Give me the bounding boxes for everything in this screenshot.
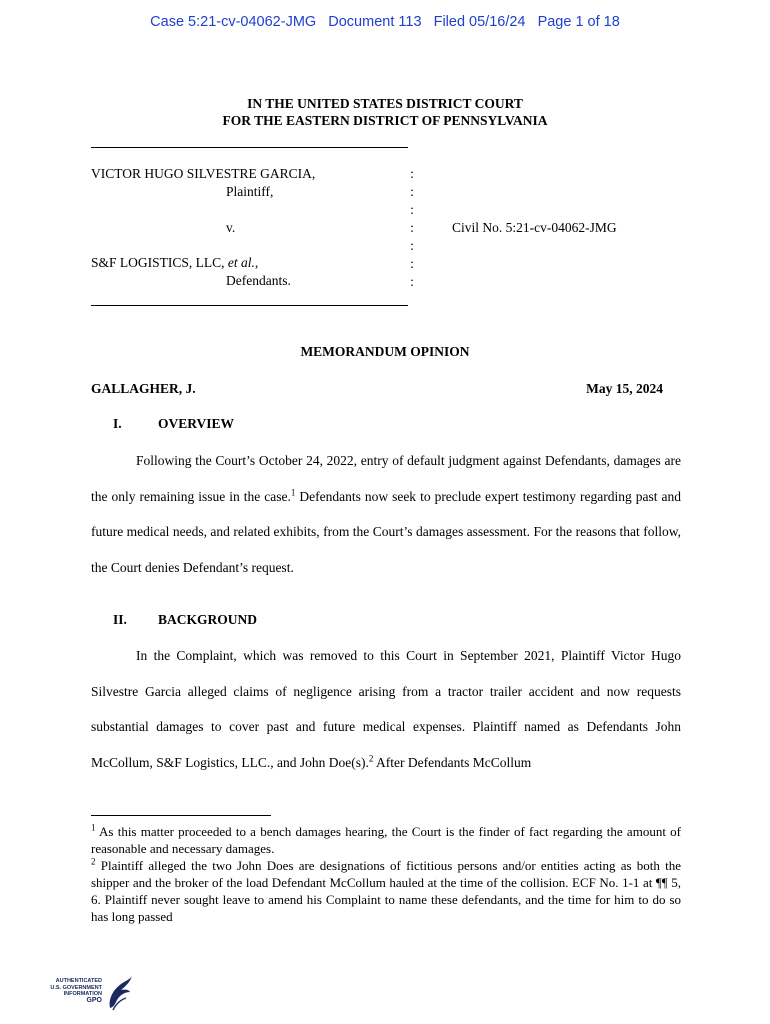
- defendant-name: S&F LOGISTICS, LLC, et al.,: [91, 255, 259, 270]
- judge-name: GALLAGHER, J.: [91, 381, 196, 396]
- caption-colon: :: [410, 220, 414, 235]
- caption-colon: :: [410, 202, 414, 217]
- caption-colon: :: [410, 256, 414, 271]
- gpo-authentication-logo: [40, 970, 140, 1018]
- caption-colon: :: [410, 238, 414, 253]
- plaintiff-role: Plaintiff,: [226, 184, 274, 199]
- paragraph-background: In the Complaint, which was removed to this Court in September 2021, Plaintiff Victor Hugo Silvestre Garcia alleged claims of negligence arising from a tractor trailer accident and now requests substantial damages to cover past and future medical expenses. Plaintiff named as Defendants John McCollum, S&F Logistics, LLC., and John Doe(s).$^2$ After Defendants McCollum: [91, 648, 681, 770]
- document-title: MEMORANDUM OPINION: [300, 344, 470, 359]
- caption-bottom-rule: [91, 305, 408, 306]
- section-title-background: BACKGROUND: [158, 612, 258, 627]
- court-heading-line1: IN THE UNITED STATES DISTRICT COURT: [247, 96, 523, 111]
- caption-colon: :: [410, 166, 414, 181]
- caption-colon: :: [410, 274, 414, 289]
- eagle-icon: [104, 974, 134, 1014]
- section-number-overview: I.: [113, 416, 122, 431]
- footnote-2: $^2$ Plaintiff alleged the two John Does are designations of fictitious persons and/or entities acting as both the shipper and the broker of the load Defendant McCollum hauled at the time of the collision. ECF No. 1-1 at ¶¶ 5, 6. Plaintiff never sought leave to amend his Complaint to name these defendants, and the time for him to do so has long passed: [91, 856, 681, 924]
- case-caption: [91, 165, 691, 295]
- caption-colon: :: [410, 184, 414, 199]
- defendant-role: Defendants.: [226, 273, 291, 288]
- civil-number: Civil No. 5:21-cv-04062-JMG: [452, 220, 617, 235]
- footnote-separator: [91, 815, 271, 816]
- plaintiff-name: VICTOR HUGO SILVESTRE GARCIA,: [91, 166, 316, 181]
- caption-colon-column: [407, 165, 417, 291]
- footnote-1: $^1$ As this matter proceeded to a bench damages hearing, the Court is the finder of fact regarding the amount of reasonable and necessary damages.: [91, 822, 681, 856]
- footnote-ref-2[interactable]: 2: [368, 753, 374, 763]
- court-heading-line2: FOR THE EASTERN DISTRICT OF PENNSYLVANIA: [222, 113, 548, 128]
- footnotes: [91, 823, 681, 925]
- versus: v.: [226, 220, 236, 235]
- judge-date-line: [91, 381, 663, 397]
- section-title-overview: OVERVIEW: [158, 416, 235, 431]
- paragraph-overview: Following the Court’s October 24, 2022, entry of default judgment against Defendants, damages are the only remaining issue in the case.$^1$ Defendants now seek to preclude expert testimony regarding past and future medical needs, and related exhibits, from the Court’s damages assessment. For the reasons that follow, the Court denies Defendant’s request.: [91, 453, 681, 575]
- ecf-filing-header: Case 5:21-cv-04062-JMG Document 113 Filed 05/16/24 Page 1 of 18: [150, 14, 620, 30]
- et-al: et al.: [227, 255, 255, 270]
- section-number-background: II.: [113, 612, 127, 627]
- opinion-date: May 15, 2024: [586, 381, 663, 396]
- gpo-logo-text: AUTHENTICATED U.S. GOVERNMENT INFORMATION GPO: [50, 978, 102, 1004]
- footnote-ref-1[interactable]: 1: [290, 487, 296, 497]
- caption-top-rule: [91, 147, 408, 148]
- court-heading: [0, 95, 770, 129]
